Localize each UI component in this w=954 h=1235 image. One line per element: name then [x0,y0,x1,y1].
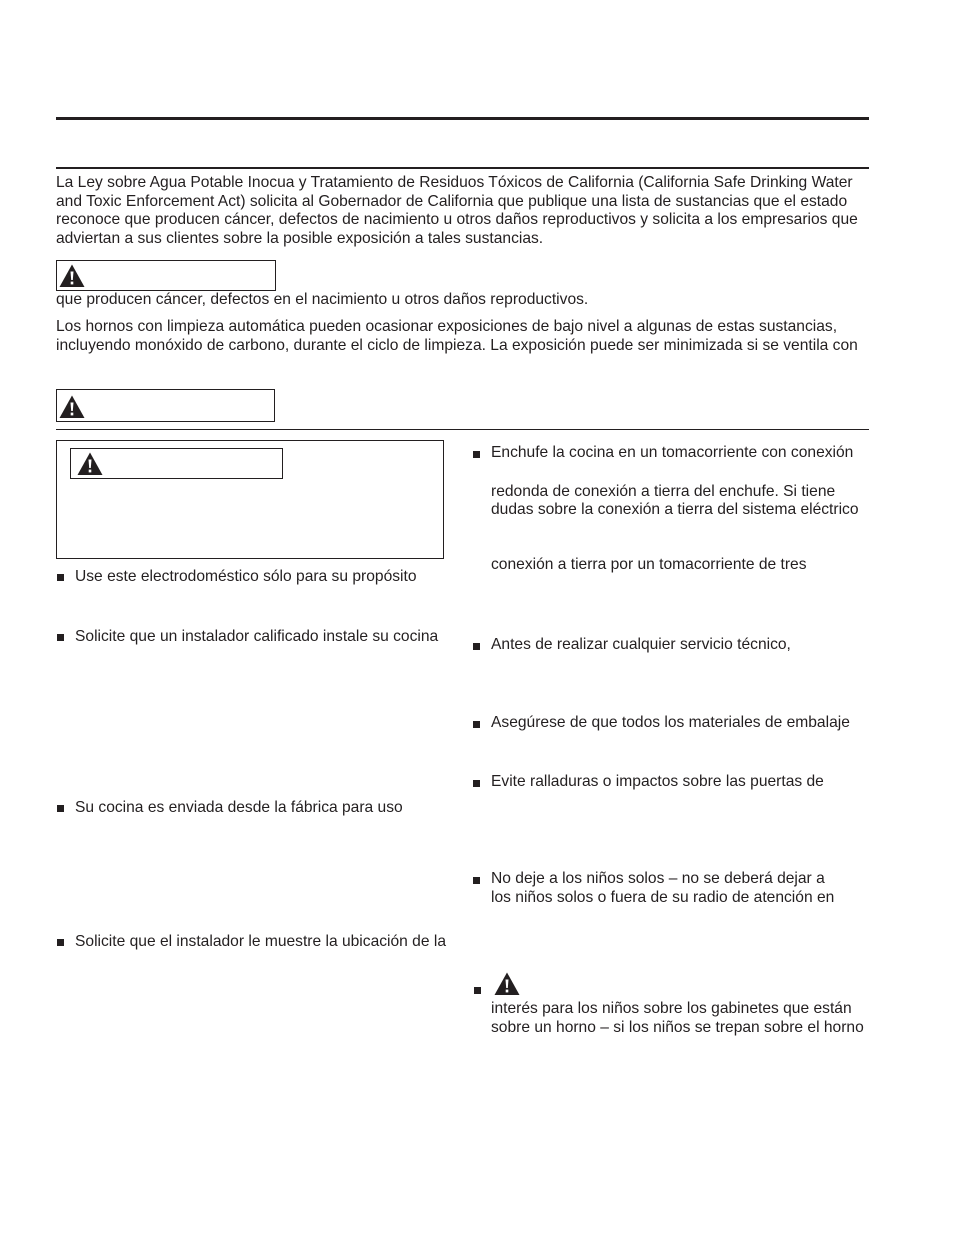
list-item: Solicite que un instalador calificado instale su cocina [75,628,439,645]
square-bullet-icon [473,643,480,650]
paragraph-line: reconoce que producen cáncer, defectos de nacimiento u otros daños reproductivos y solicita a los empresarios que [56,211,858,228]
list-item: Solicite que el instalador le muestre la ubicación de la [75,933,446,950]
square-bullet-icon [57,634,64,641]
warning-triangle-icon [494,972,520,996]
paragraph-line: Los hornos con limpieza automática pueden ocasionar exposiciones de bajo nivel a algunas de estas sustancias, [56,318,838,335]
list-item: Enchufe la cocina en un tomacorriente con conexión [491,444,854,461]
warning-triangle-icon [59,264,85,288]
paragraph-line: La Ley sobre Agua Potable Inocua y Tratamiento de Residuos Tóxicos de California (California Safe Drinking Water [56,174,853,191]
safety-section-rule [56,429,869,430]
list-item: Antes de realizar cualquier servicio técnico, [491,636,791,653]
warning-notice-text: que producen cáncer, defectos en el nacimiento u otros daños reproductivos. [56,291,589,308]
square-bullet-icon [473,451,480,458]
warning-label-box [56,260,276,291]
square-bullet-icon [57,939,64,946]
list-item: Asegúrese de que todos los materiales de embalaje [491,714,850,731]
warning-triangle-icon [59,395,85,419]
list-item: No deje a los niños solos – no se deberá dejar a [491,870,825,887]
list-item: Su cocina es enviada desde la fábrica para uso [75,799,403,816]
list-item-line: redonda de conexión a tierra del enchufe. Si tiene [491,483,836,500]
list-item-line: dudas sobre la conexión a tierra del sistema eléctrico [491,501,859,518]
square-bullet-icon [57,805,64,812]
list-item: Evite ralladuras o impactos sobre las puertas de [491,773,824,790]
list-item: Use este electrodoméstico sólo para su propósito [75,568,417,585]
list-item-line: sobre un horno – si los niños se trepan sobre el horno [491,1019,864,1036]
square-bullet-icon [473,877,480,884]
list-item-line: interés para los niños sobre los gabinetes que están [491,1000,852,1017]
warning-label-box [56,389,275,422]
list-item-line: los niños solos o fuera de su radio de atención en [491,889,835,906]
section-rule [56,167,869,169]
square-bullet-icon [473,780,480,787]
list-item-line: conexión a tierra por un tomacorriente de tres [491,556,807,573]
paragraph-line: and Toxic Enforcement Act) solicita al Gobernador de California que publique una lista de sustancias que el estado [56,193,848,210]
paragraph-line: incluyendo monóxido de carbono, durante el ciclo de limpieza. La exposición puede ser minimizada si se ventila con [56,337,858,354]
warning-triangle-icon [77,452,103,476]
paragraph-line: adviertan a sus clientes sobre la posible exposición a tales sustancias. [56,230,544,247]
top-rule [56,117,869,120]
square-bullet-icon [474,987,481,994]
square-bullet-icon [57,574,64,581]
square-bullet-icon [473,721,480,728]
